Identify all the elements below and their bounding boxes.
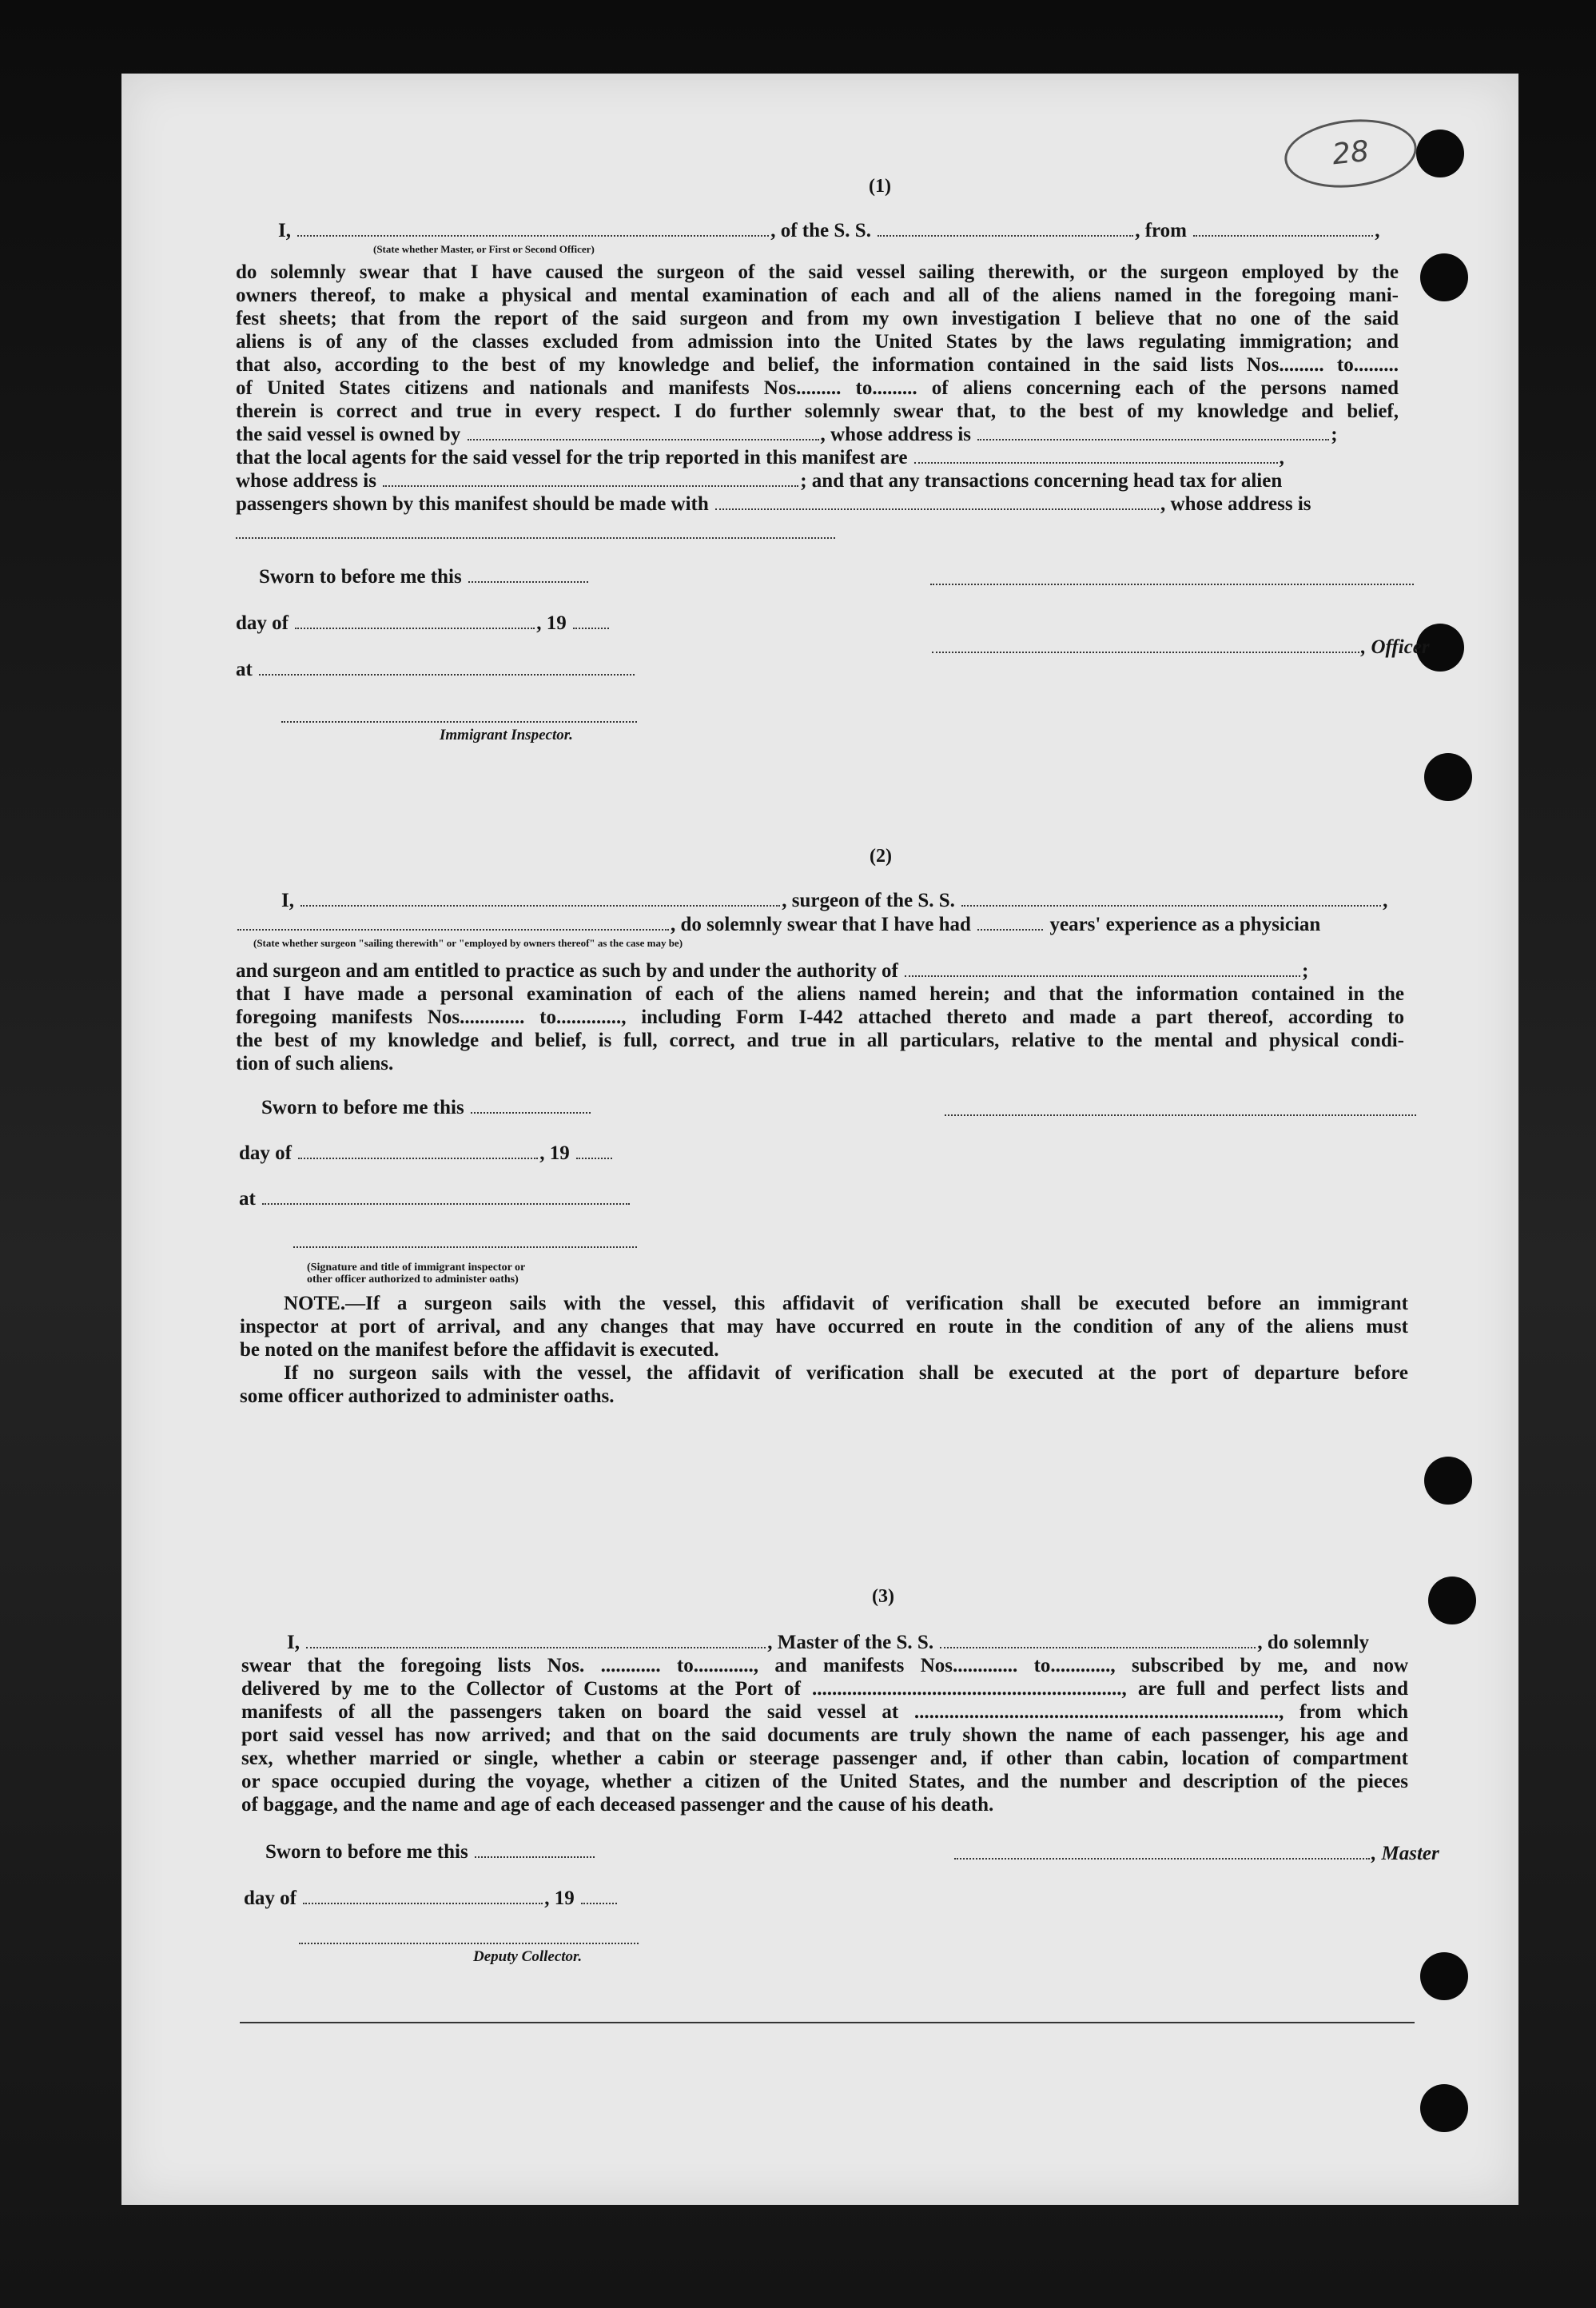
paragraph-line: do solemnly swear that I have caused the surgeon of the said vessel sailing therewith, or the surgeon employed by the xyxy=(236,261,1399,283)
sworn-year-field[interactable] xyxy=(573,612,609,629)
section-1-number: (1) xyxy=(869,176,891,197)
master-signature-line xyxy=(953,1842,1439,1866)
head-tax-line xyxy=(236,492,1311,516)
paragraph-line: If no surgeon sails with the vessel, the affidavit of verification shall be executed at the port of departure before xyxy=(284,1362,1408,1384)
paragraph-line: owners thereof, to make a physical and mental examination of each and all of the aliens named in the foregoing mani- xyxy=(236,285,1399,306)
text: at xyxy=(236,659,253,680)
paragraph-line: of United States citizens and nationals and manifests Nos......... to......... of aliens concerning each of the persons named xyxy=(236,377,1399,399)
sworn-month-field[interactable] xyxy=(295,612,535,629)
sworn-year-field[interactable] xyxy=(576,1142,612,1159)
punch-hole xyxy=(1420,1952,1468,2000)
text: at xyxy=(239,1188,256,1210)
punch-hole xyxy=(1420,253,1468,301)
text: , 19 xyxy=(539,1142,570,1164)
section-3-opening-line xyxy=(287,1631,1369,1655)
collector-label: Deputy Collector. xyxy=(473,1948,583,1965)
paragraph-line: tion of such aliens. xyxy=(236,1053,394,1074)
text: , whose address is xyxy=(1160,493,1311,515)
authority-field[interactable] xyxy=(905,959,1300,977)
paragraph-line: port said vessel has now arrived; and that on the said documents are truly shown the name of each passenger, his age and xyxy=(241,1724,1408,1746)
text: , 19 xyxy=(544,1887,575,1909)
departure-port-field[interactable] xyxy=(1193,219,1373,237)
text: , of the S. S. xyxy=(770,220,871,241)
punch-hole xyxy=(1428,1577,1476,1624)
agents-address-line xyxy=(236,469,1282,493)
text: ; xyxy=(1331,424,1338,445)
sworn-line-2 xyxy=(261,1096,592,1120)
text: , whose address is xyxy=(820,424,972,445)
paragraph-line: be noted on the manifest before the affidavit is executed. xyxy=(240,1339,719,1361)
officer-rank-note: (State whether Master, or First or Second Officer) xyxy=(373,243,595,255)
manifest-page xyxy=(121,74,1518,2205)
text: , do solemnly xyxy=(1257,1632,1369,1653)
sworn-day-field[interactable] xyxy=(468,565,588,583)
day-of-line-2 xyxy=(239,1142,614,1166)
sworn-day-field[interactable] xyxy=(475,1840,595,1858)
paragraph-line: that also, according to the best of my knowledge and belief, the information contained in the said lists Nos......... to......... xyxy=(236,354,1399,376)
signature-note: other officer authorized to administer oaths) xyxy=(307,1274,519,1286)
paragraph-line: therein is correct and true in every respect. I do further solemnly swear that, to the best of my knowledge and belief, xyxy=(236,401,1399,422)
surgeon-status-note: (State whether surgeon "sailing therewith" or "employed by owners thereof" as the case may be) xyxy=(253,937,683,949)
bottom-rule xyxy=(240,2022,1415,2023)
text: ; xyxy=(1302,960,1309,982)
text: , xyxy=(1383,890,1388,911)
collector-signature-field[interactable] xyxy=(299,1941,639,1944)
text: ; and that any transactions concerning head tax for alien xyxy=(800,470,1283,492)
master-vessel-field[interactable] xyxy=(940,1631,1256,1648)
section-2-number: (2) xyxy=(870,846,892,867)
paragraph-line: of baggage, and the name and age of each deceased passenger and the cause of his death. xyxy=(241,1794,994,1816)
sworn-day-field[interactable] xyxy=(471,1096,591,1114)
paragraph-line: aliens is of any of the classes excluded from admission into the United States by the laws regulating immigration; and xyxy=(236,331,1399,353)
local-agents-field[interactable] xyxy=(914,446,1278,464)
text: day of xyxy=(239,1142,292,1164)
owner-address-field[interactable] xyxy=(977,423,1329,440)
paragraph-line: swear that the foregoing lists Nos. ............ to............, and manifests Nos............. to............, subscribed by me, and now xyxy=(241,1655,1408,1676)
text: Sworn to before me this xyxy=(259,566,462,588)
inspector-signature-field[interactable] xyxy=(281,720,637,723)
head-tax-address-field[interactable] xyxy=(236,536,835,539)
signature-note: (Signature and title of immigrant inspector or xyxy=(307,1262,526,1274)
section-2-experience-line xyxy=(236,913,1320,937)
paragraph-line: delivered by me to the Collector of Customs at the Port of .............................................................., are full and perfect lists and xyxy=(241,1678,1408,1700)
sworn-month-field[interactable] xyxy=(303,1887,543,1904)
text: day of xyxy=(244,1887,297,1909)
text: years' experience as a physician xyxy=(1049,914,1321,935)
text: whose address is xyxy=(236,470,376,492)
text: and surgeon and am entitled to practice as such by and under the authority of xyxy=(236,960,898,982)
section-2-paragraph xyxy=(236,983,1404,1075)
officer-title-field[interactable] xyxy=(932,636,1359,653)
punch-hole xyxy=(1420,2084,1468,2132)
text: , from xyxy=(1135,220,1187,241)
note-paragraph xyxy=(240,1292,1408,1408)
text: , 19 xyxy=(536,612,567,634)
sworn-line-3 xyxy=(265,1840,596,1864)
text: day of xyxy=(236,612,289,634)
text: , Officer xyxy=(1361,636,1430,658)
inspector-label: Immigrant Inspector. xyxy=(440,727,573,743)
paragraph-line: sex, whether married or single, whether a cabin or steerage passenger and, if other than cabin, location of compartment xyxy=(241,1748,1408,1769)
page-number-stamp xyxy=(1281,114,1420,194)
years-experience-field[interactable] xyxy=(977,913,1043,931)
text: , Master xyxy=(1371,1843,1439,1864)
surgeon-name-field[interactable] xyxy=(300,889,780,907)
text: the said vessel is owned by xyxy=(236,424,461,445)
paragraph-line: fest sheets; that from the report of the said surgeon and from my own investigation I believe that no one of the said xyxy=(236,308,1399,329)
paragraph-line: inspector at port of arrival, and any changes that may have occurred en route in the condition of any of the aliens must xyxy=(240,1316,1408,1337)
text: , surgeon of the S. S. xyxy=(782,890,955,911)
text: I, xyxy=(281,890,294,911)
owner-field[interactable] xyxy=(468,423,819,440)
master-name-field[interactable] xyxy=(306,1631,766,1648)
sworn-line-1 xyxy=(259,565,590,589)
surgeon-vessel-field[interactable] xyxy=(961,889,1381,907)
section-3-number: (3) xyxy=(872,1586,894,1607)
paragraph-line: some officer authorized to administer oaths. xyxy=(240,1385,615,1407)
owner-line xyxy=(236,423,1338,447)
agents-line xyxy=(236,446,1284,470)
text: Sworn to before me this xyxy=(265,1841,468,1863)
punch-hole xyxy=(1424,753,1472,801)
paragraph-line: that I have made a personal examination of each of the aliens named herein; and that the information contained in the xyxy=(236,983,1404,1005)
text: Sworn to before me this xyxy=(261,1097,464,1118)
at-line-1 xyxy=(236,658,636,682)
text: , Master of the S. S. xyxy=(767,1632,934,1653)
paragraph-line: or space occupied during the voyage, whether a citizen of the United States, and the number and description of the pieces xyxy=(241,1771,1408,1792)
text: , xyxy=(1279,447,1284,468)
section-2-opening-line xyxy=(281,889,1387,913)
agents-address-field[interactable] xyxy=(383,469,798,487)
punch-hole xyxy=(1424,1457,1472,1505)
officer-rank-field[interactable] xyxy=(297,219,769,237)
master-signature-field[interactable] xyxy=(954,1842,1370,1860)
text: , do solemnly swear that I have had xyxy=(671,914,971,935)
paragraph-line: NOTE.—If a surgeon sails with the vessel, this affidavit of verification shall be executed before an immigrant xyxy=(284,1293,1408,1314)
text: I, xyxy=(287,1632,300,1653)
sworn-year-field[interactable] xyxy=(581,1887,617,1904)
sworn-month-field[interactable] xyxy=(298,1142,538,1159)
section-3-paragraph xyxy=(241,1654,1408,1816)
day-of-line-3 xyxy=(244,1887,619,1911)
paragraph-line: foregoing manifests Nos............. to............., including Form I-442 attached thereto and made a part thereof, according to xyxy=(236,1007,1404,1028)
vessel-name-field[interactable] xyxy=(878,219,1133,237)
text: I, xyxy=(278,220,291,241)
text: that the local agents for the said vessel for the trip reported in this manifest are xyxy=(236,447,908,468)
inspector-signature-field[interactable] xyxy=(293,1245,637,1248)
paragraph-line: the best of my knowledge and belief, is full, correct, and true in all particulars, relative to the mental and physical condi- xyxy=(236,1030,1404,1051)
section-1-paragraph xyxy=(236,261,1399,423)
punch-hole xyxy=(1416,130,1464,177)
authority-line xyxy=(236,959,1308,983)
sworn-place-field[interactable] xyxy=(259,658,635,676)
at-line-2 xyxy=(239,1187,631,1211)
surgeon-signature-field[interactable] xyxy=(945,1113,1416,1116)
stamp-text: 28 xyxy=(1331,134,1371,172)
officer-title-line xyxy=(930,636,1430,660)
text: , xyxy=(1375,220,1380,241)
surgeon-status-field[interactable] xyxy=(237,913,669,931)
sworn-place-field[interactable] xyxy=(262,1187,630,1205)
head-tax-agent-field[interactable] xyxy=(715,492,1159,510)
section-1-opening-line xyxy=(278,219,1380,243)
officer-signature-field[interactable] xyxy=(930,582,1414,585)
text: passengers shown by this manifest should be made with xyxy=(236,493,709,515)
paragraph-line: manifests of all the passengers taken on board the said vessel at ........................................................................., from which xyxy=(241,1701,1408,1723)
day-of-line-1 xyxy=(236,612,611,636)
